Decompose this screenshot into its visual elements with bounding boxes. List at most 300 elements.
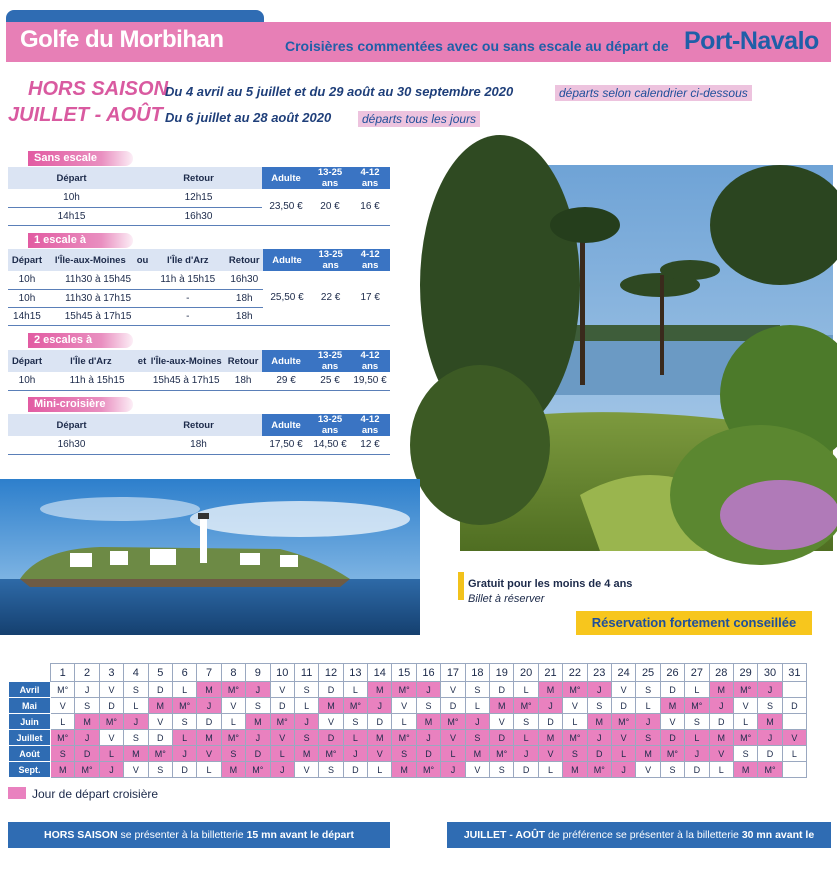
calendar-day-cell: M°: [270, 714, 294, 730]
col-adulte: Adulte: [262, 350, 310, 372]
cell-retour: 18h: [225, 307, 263, 325]
calendar-day-cell: M°: [758, 762, 782, 778]
section-label-2-escales: 2 escales à: [28, 333, 133, 348]
calendar-day-cell: V: [441, 682, 465, 698]
calendar-day-header: 20: [514, 664, 538, 682]
calendar-day-header: 7: [197, 664, 221, 682]
calendar-day-cell: M: [538, 730, 562, 746]
calendar-day-cell: M: [538, 682, 562, 698]
footer-right-bold: JUILLET - AOÛT: [463, 829, 546, 841]
calendar-month-row: [9, 762, 807, 778]
calendar-day-cell: D: [319, 682, 343, 698]
calendar-day-cell: M: [368, 682, 392, 698]
col-ou: ou: [135, 249, 151, 271]
calendar-month-row: [9, 698, 807, 714]
calendar-day-cell: [782, 682, 806, 698]
departure-calendar: [8, 663, 807, 778]
calendar-day-cell: M°: [733, 730, 757, 746]
calendar-day-cell: S: [148, 762, 172, 778]
footer-right-time: 30 mn avant le départ: [622, 829, 815, 867]
calendar-day-cell: M: [368, 730, 392, 746]
calendar-day-cell: S: [343, 714, 367, 730]
calendar-day-cell: L: [441, 746, 465, 762]
cell-depart: 14h15: [8, 207, 135, 225]
footer-left-time: 15 mn avant le départ: [246, 829, 354, 841]
calendar-day-header: 18: [465, 664, 489, 682]
calendar-day-cell: J: [75, 730, 99, 746]
calendar-day-cell: S: [465, 730, 489, 746]
calendar-day-cell: D: [685, 762, 709, 778]
calendar-day-cell: L: [538, 762, 562, 778]
calendar-day-cell: M°: [319, 746, 343, 762]
calendar-day-cell: M: [51, 762, 75, 778]
calendar-day-cell: M: [758, 714, 782, 730]
cell-moines: 11h30 à 15h45: [46, 271, 150, 289]
table-row: [8, 271, 390, 289]
calendar-day-cell: D: [246, 746, 270, 762]
calendar-day-cell: L: [685, 730, 709, 746]
calendar-day-cell: M: [221, 762, 245, 778]
reservation-banner: Réservation fortement conseillée: [576, 611, 812, 635]
calendar-day-header: 9: [246, 664, 270, 682]
calendar-day-cell: J: [685, 746, 709, 762]
calendar-day-cell: S: [587, 698, 611, 714]
calendar-month-label: Sept.: [9, 762, 51, 778]
calendar-day-cell: D: [197, 714, 221, 730]
calendar-day-cell: L: [611, 746, 635, 762]
calendar-day-cell: V: [124, 762, 148, 778]
calendar-day-header: 11: [294, 664, 318, 682]
cell-arz: 11h à 15h15: [150, 271, 225, 289]
calendar-day-cell: M: [563, 762, 587, 778]
legend-swatch: [8, 787, 26, 799]
cell-depart: 10h: [8, 271, 46, 289]
header-tab: [6, 10, 264, 22]
calendar-day-cell: J: [441, 762, 465, 778]
calendar-day-cell: M°: [75, 762, 99, 778]
calendar-day-header: 13: [343, 664, 367, 682]
col-depart: Départ: [8, 414, 135, 436]
calendar-day-cell: S: [636, 730, 660, 746]
cell-arz: -: [150, 307, 225, 325]
calendar-day-header: 16: [416, 664, 440, 682]
calendar-day-cell: M: [124, 746, 148, 762]
calendar-day-cell: J: [197, 698, 221, 714]
calendar-day-cell: D: [441, 698, 465, 714]
calendar-day-header: 17: [441, 664, 465, 682]
calendar-day-header: 24: [611, 664, 635, 682]
cell-retour: 12h15: [135, 189, 262, 207]
calendar-day-cell: M°: [221, 682, 245, 698]
calendar-day-header: 23: [587, 664, 611, 682]
calendar-day-cell: J: [172, 746, 196, 762]
calendar-day-cell: J: [709, 698, 733, 714]
calendar-day-header: 29: [733, 664, 757, 682]
calendar-day-cell: M°: [490, 746, 514, 762]
calendar-day-cell: D: [758, 746, 782, 762]
calendar-day-cell: J: [758, 682, 782, 698]
calendar-day-cell: V: [197, 746, 221, 762]
season-note-ete: départs tous les jours: [358, 111, 480, 127]
calendar-day-cell: D: [75, 746, 99, 762]
calendar-day-cell: D: [538, 714, 562, 730]
calendar-day-cell: D: [587, 746, 611, 762]
col-4-12: 4-12 ans: [350, 414, 390, 436]
calendar-month-label: Juillet: [9, 730, 51, 746]
calendar-day-cell: V: [99, 730, 123, 746]
calendar-month-row: [9, 682, 807, 698]
calendar-day-cell: S: [221, 746, 245, 762]
col-13-25: 13-25 ans: [310, 167, 350, 189]
calendar-day-cell: L: [270, 746, 294, 762]
section-label-sans-escale: Sans escale: [28, 151, 133, 166]
col-13-25: 13-25 ans: [310, 350, 350, 372]
calendar-day-cell: L: [514, 682, 538, 698]
cell-moines: 15h45 à 17h15: [46, 307, 150, 325]
col-retour: Retour: [224, 350, 262, 372]
calendar-day-header: 10: [270, 664, 294, 682]
calendar-day-cell: L: [685, 682, 709, 698]
calendar-day-cell: J: [368, 698, 392, 714]
calendar-day-cell: D: [611, 698, 635, 714]
calendar-day-header: 28: [709, 664, 733, 682]
footer-hors-saison: [8, 822, 390, 848]
calendar-day-cell: S: [124, 730, 148, 746]
calendar-day-cell: V: [392, 698, 416, 714]
calendar-day-cell: V: [490, 714, 514, 730]
col-et: et: [136, 350, 148, 372]
calendar-day-header: 14: [368, 664, 392, 682]
calendar-day-cell: L: [368, 762, 392, 778]
calendar-day-cell: V: [99, 682, 123, 698]
calendar-day-cell: M°: [587, 762, 611, 778]
calendar-day-cell: M: [465, 746, 489, 762]
calendar-day-cell: L: [514, 730, 538, 746]
cell-depart: 10h: [8, 372, 46, 390]
calendar-day-cell: S: [51, 746, 75, 762]
calendar-day-cell: D: [148, 730, 172, 746]
calendar-day-cell: M: [75, 714, 99, 730]
calendar-day-cell: V: [465, 762, 489, 778]
calendar-day-cell: M: [197, 730, 221, 746]
calendar-day-header: 26: [660, 664, 684, 682]
table-1-escale: [8, 249, 390, 326]
col-13-25: 13-25 ans: [310, 414, 350, 436]
calendar-day-header: 31: [782, 664, 806, 682]
calendar-day-cell: S: [514, 714, 538, 730]
table-row: [8, 372, 390, 390]
price-13-25: 20 €: [310, 189, 350, 225]
calendar-day-cell: S: [392, 746, 416, 762]
col-ile-d-arz: l'Île d'Arz: [46, 350, 136, 372]
calendar-month-row: [9, 730, 807, 746]
free-under-4: Gratuit pour les moins de 4 ans: [468, 578, 633, 590]
calendar-day-header: 6: [172, 664, 196, 682]
calendar-day-cell: S: [319, 762, 343, 778]
col-depart: Départ: [8, 249, 46, 271]
calendar-day-cell: M: [246, 714, 270, 730]
calendar-day-cell: M°: [343, 698, 367, 714]
table-mini-croisiere: [8, 414, 390, 455]
calendar-day-cell: J: [611, 762, 635, 778]
calendar-day-cell: S: [416, 698, 440, 714]
calendar-day-cell: M°: [660, 746, 684, 762]
calendar-day-cell: V: [51, 698, 75, 714]
price-4-12: 17 €: [350, 271, 390, 325]
price-adulte: 25,50 €: [263, 271, 311, 325]
calendar-day-cell: M°: [392, 682, 416, 698]
calendar-day-cell: M°: [148, 746, 172, 762]
calendar-month-label: Août: [9, 746, 51, 762]
calendar-day-cell: D: [343, 762, 367, 778]
season-name-ete: JUILLET - AOÛT: [8, 104, 163, 126]
calendar-day-cell: V: [709, 746, 733, 762]
table-2-escales: [8, 350, 390, 391]
calendar-day-header: 3: [99, 664, 123, 682]
calendar-day-header: 15: [392, 664, 416, 682]
footer-left-text: se présenter à la billetterie: [120, 829, 244, 841]
calendar-day-cell: S: [246, 698, 270, 714]
calendar-day-cell: S: [294, 730, 318, 746]
calendar-day-cell: M: [636, 746, 660, 762]
calendar-day-cell: S: [172, 714, 196, 730]
calendar-day-cell: L: [124, 698, 148, 714]
calendar-day-cell: D: [148, 682, 172, 698]
calendar-day-cell: V: [270, 730, 294, 746]
calendar-day-cell: S: [733, 746, 757, 762]
calendar-month-row: [9, 746, 807, 762]
col-depart: Départ: [8, 350, 46, 372]
col-adulte: Adulte: [263, 249, 311, 271]
calendar-day-cell: M°: [51, 682, 75, 698]
col-adulte: Adulte: [262, 414, 310, 436]
calendar-day-cell: M: [197, 682, 221, 698]
page-subtitle: Croisières commentées avec ou sans escale au départ de: [285, 38, 669, 54]
cell-arz: -: [150, 289, 225, 307]
calendar-day-cell: S: [75, 698, 99, 714]
col-retour: Retour: [135, 167, 262, 189]
calendar-day-header: 25: [636, 664, 660, 682]
calendar-day-cell: D: [782, 698, 806, 714]
calendar-day-cell: J: [416, 682, 440, 698]
calendar-day-cell: D: [709, 714, 733, 730]
calendar-month-label: Juin: [9, 714, 51, 730]
calendar-day-cell: M°: [685, 698, 709, 714]
calendar-day-header: 8: [221, 664, 245, 682]
calendar-day-cell: J: [270, 762, 294, 778]
calendar-day-cell: M°: [99, 714, 123, 730]
page-title: Golfe du Morbihan: [20, 26, 224, 53]
calendar-day-cell: J: [75, 682, 99, 698]
section-label-1-escale: 1 escale à: [28, 233, 133, 248]
table-row: [8, 436, 390, 454]
cell-retour: 18h: [224, 372, 262, 390]
calendar-day-header: 5: [148, 664, 172, 682]
price-4-12: 19,50 €: [350, 372, 390, 390]
calendar-day-cell: M°: [51, 730, 75, 746]
price-adulte: 23,50 €: [262, 189, 310, 225]
price-13-25: 25 €: [310, 372, 350, 390]
col-13-25: 13-25 ans: [311, 249, 351, 271]
col-retour: Retour: [225, 249, 263, 271]
calendar-day-cell: D: [270, 698, 294, 714]
info-accent-bar: [458, 572, 464, 600]
calendar-day-cell: D: [660, 730, 684, 746]
calendar-day-cell: L: [465, 698, 489, 714]
cell-retour: 16h30: [225, 271, 263, 289]
col-4-12: 4-12 ans: [350, 350, 390, 372]
calendar-day-cell: M: [709, 730, 733, 746]
calendar-day-cell: L: [172, 682, 196, 698]
calendar-day-cell: S: [758, 698, 782, 714]
calendar-day-cell: D: [172, 762, 196, 778]
calendar-day-cell: S: [636, 682, 660, 698]
calendar-day-cell: M: [490, 698, 514, 714]
table-row: [8, 189, 390, 207]
calendar-day-cell: S: [490, 762, 514, 778]
calendar-day-header: 4: [124, 664, 148, 682]
cell-moines: 15h45 à 17h15: [148, 372, 224, 390]
footer-left-bold: HORS SAISON: [44, 829, 118, 841]
calendar-day-cell: J: [99, 762, 123, 778]
calendar-day-cell: J: [514, 746, 538, 762]
calendar-day-cell: J: [246, 730, 270, 746]
col-4-12: 4-12 ans: [350, 167, 390, 189]
calendar-day-cell: M°: [563, 730, 587, 746]
calendar-day-cell: V: [221, 698, 245, 714]
calendar-day-cell: M°: [563, 682, 587, 698]
season-note-hors: départs selon calendrier ci-dessous: [555, 85, 752, 101]
calendar-day-cell: L: [563, 714, 587, 730]
calendar-day-cell: M: [392, 762, 416, 778]
cell-arz: 11h à 15h15: [46, 372, 148, 390]
calendar-day-cell: M°: [514, 698, 538, 714]
table-sans-escale: [8, 167, 390, 226]
calendar-day-cell: M°: [441, 714, 465, 730]
calendar-day-cell: S: [294, 682, 318, 698]
cell-depart: 14h15: [8, 307, 46, 325]
calendar-day-cell: M°: [221, 730, 245, 746]
calendar-day-cell: M°: [172, 698, 196, 714]
price-adulte: 17,50 €: [262, 436, 310, 454]
calendar-day-cell: D: [368, 714, 392, 730]
calendar-day-cell: J: [246, 682, 270, 698]
cell-retour: 16h30: [135, 207, 262, 225]
calendar-day-cell: S: [465, 682, 489, 698]
calendar-day-cell: V: [611, 730, 635, 746]
calendar-day-cell: J: [587, 730, 611, 746]
calendar-day-cell: V: [148, 714, 172, 730]
calendar-day-header: 19: [490, 664, 514, 682]
cell-retour: 18h: [135, 436, 262, 454]
calendar-month-label: Mai: [9, 698, 51, 714]
calendar-day-cell: V: [611, 682, 635, 698]
calendar-day-cell: M°: [392, 730, 416, 746]
calendar-day-cell: D: [490, 730, 514, 746]
calendar-day-cell: V: [441, 730, 465, 746]
calendar-day-cell: L: [99, 746, 123, 762]
calendar-day-cell: S: [563, 746, 587, 762]
calendar-day-cell: L: [343, 682, 367, 698]
calendar-day-cell: M: [733, 762, 757, 778]
cell-retour: 18h: [225, 289, 263, 307]
calendar-day-header: 21: [538, 664, 562, 682]
calendar-day-cell: D: [660, 682, 684, 698]
calendar-day-cell: M: [709, 682, 733, 698]
season-dates-hors: Du 4 avril au 5 juillet et du 29 août au 30 septembre 2020: [165, 84, 514, 99]
cell-depart: 10h: [8, 189, 135, 207]
legend-label: Jour de départ croisière: [32, 787, 159, 801]
calendar-day-cell: M°: [416, 762, 440, 778]
season-dates-ete: Du 6 juillet au 28 août 2020: [165, 110, 332, 125]
calendar-day-cell: J: [294, 714, 318, 730]
footer-right-text: de préférence se présenter à la billetterie: [548, 829, 739, 841]
calendar-month-row: [9, 714, 807, 730]
calendar-day-cell: L: [172, 730, 196, 746]
calendar-day-cell: J: [343, 746, 367, 762]
calendar-day-cell: L: [392, 714, 416, 730]
calendar-day-cell: V: [319, 714, 343, 730]
calendar-day-cell: J: [124, 714, 148, 730]
calendar-day-cell: M: [319, 698, 343, 714]
price-13-25: 14,50 €: [310, 436, 350, 454]
calendar-day-cell: L: [733, 714, 757, 730]
calendar-day-cell: S: [124, 682, 148, 698]
section-label-mini-croisiere: Mini-croisière: [28, 397, 133, 412]
calendar-day-cell: M: [294, 746, 318, 762]
calendar-day-cell: M: [587, 714, 611, 730]
calendar-day-cell: V: [368, 746, 392, 762]
port-name: Port-Navalo: [684, 27, 819, 55]
calendar-day-cell: V: [538, 746, 562, 762]
calendar-day-cell: M°: [611, 714, 635, 730]
calendar-day-header: 22: [563, 664, 587, 682]
calendar-day-cell: L: [782, 746, 806, 762]
calendar-day-cell: V: [733, 698, 757, 714]
calendar-day-header: 27: [685, 664, 709, 682]
calendar-day-cell: [782, 714, 806, 730]
calendar-day-cell: D: [416, 746, 440, 762]
calendar-day-cell: M°: [733, 682, 757, 698]
calendar-day-cell: L: [636, 698, 660, 714]
calendar-day-cell: J: [636, 714, 660, 730]
price-4-12: 12 €: [350, 436, 390, 454]
photo-island-lighthouse: [0, 479, 420, 635]
col-4-12: 4-12 ans: [350, 249, 390, 271]
calendar-day-cell: V: [636, 762, 660, 778]
calendar-day-cell: M: [416, 714, 440, 730]
price-4-12: 16 €: [350, 189, 390, 225]
calendar-day-header: 1: [51, 664, 75, 682]
footer-juillet-aout: [447, 822, 831, 867]
price-adulte: 29 €: [262, 372, 310, 390]
calendar-day-header: 2: [75, 664, 99, 682]
calendar-day-header: 30: [758, 664, 782, 682]
cell-depart: 10h: [8, 289, 46, 307]
calendar-day-cell: M°: [246, 762, 270, 778]
calendar-day-cell: D: [319, 730, 343, 746]
cell-depart: 16h30: [8, 436, 135, 454]
calendar-day-cell: J: [465, 714, 489, 730]
photo-garden-bay: [460, 165, 833, 551]
calendar-day-cell: L: [343, 730, 367, 746]
calendar-corner: [9, 664, 51, 682]
calendar-day-cell: S: [685, 714, 709, 730]
calendar-day-cell: D: [99, 698, 123, 714]
col-ile-aux-moines: l'Île-aux-Moines: [46, 249, 135, 271]
calendar-day-cell: L: [294, 698, 318, 714]
calendar-day-cell: L: [221, 714, 245, 730]
